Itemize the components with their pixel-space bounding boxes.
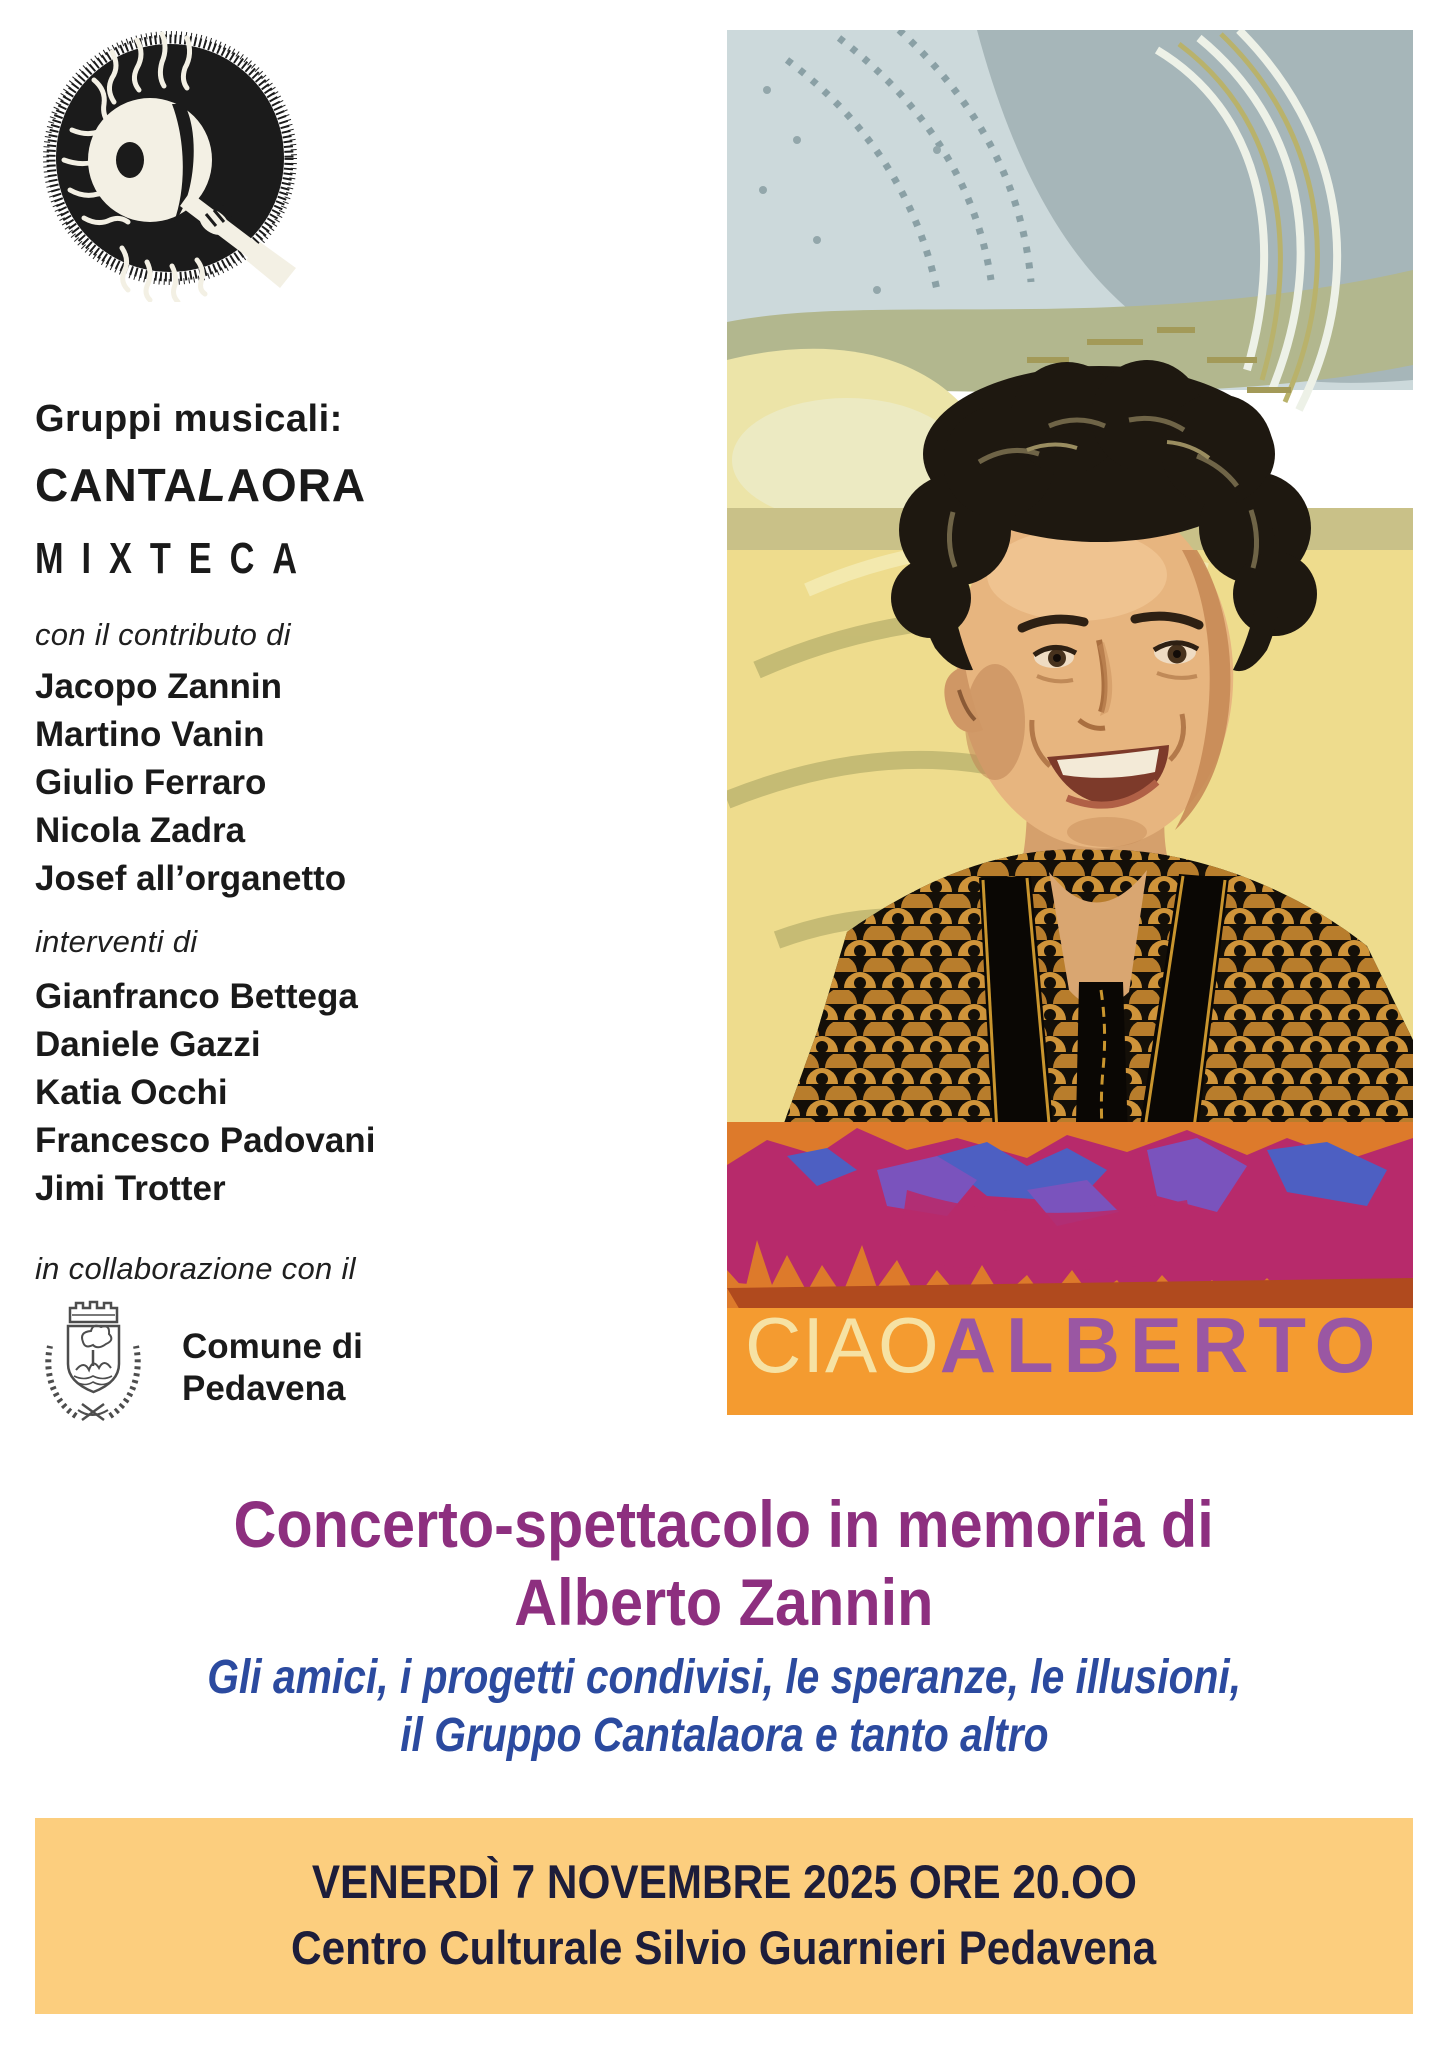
contributors-label: con il contributo di xyxy=(35,617,291,652)
caption-alberto: ALBERTO xyxy=(939,1301,1386,1389)
caption-ciao: CIAO xyxy=(745,1301,940,1389)
coat-shield xyxy=(68,1326,119,1392)
event-subtitle-text2: il Gruppo Cantalaora e tanto altro xyxy=(399,1709,1049,1762)
contributor-name: Nicola Zadra xyxy=(35,811,246,850)
municipality-line1: Comune di xyxy=(182,1327,363,1366)
municipality-line2: Pedavena xyxy=(182,1369,346,1408)
event-subtitle-text1: Gli amici, i progetti condivisi, le speranze, le illusioni, xyxy=(207,1651,1241,1704)
contributors-list xyxy=(35,663,346,903)
band-name-cantalaora xyxy=(35,458,366,512)
artwork-mountains xyxy=(727,1122,1413,1328)
band-name-mixteca: MIXTECA xyxy=(35,534,316,583)
event-banner xyxy=(35,1818,1413,2014)
speaker-name: Jimi Trotter xyxy=(35,1169,226,1208)
coat-crown xyxy=(70,1302,117,1322)
pedavena-coat-of-arms xyxy=(36,1294,150,1428)
event-title-line2 xyxy=(0,1564,1448,1640)
speakers-label: interventi di xyxy=(35,924,198,959)
event-datetime xyxy=(35,1854,1413,1909)
event-datetime-text: VENERDÌ 7 NOVEMBRE 2025 ORE 20.OO xyxy=(311,1855,1137,1908)
speaker-name: Katia Occhi xyxy=(35,1073,228,1112)
event-title-line1 xyxy=(0,1486,1448,1562)
speaker-name: Francesco Padovani xyxy=(35,1121,376,1160)
event-subtitle-line2 xyxy=(0,1708,1448,1763)
event-title-text1: Concerto-spettacolo in memoria di xyxy=(233,1487,1215,1561)
event-venue-text: Centro Culturale Silvio Guarnieri Pedavena xyxy=(291,1921,1157,1974)
band1-italic-l: L xyxy=(197,459,227,511)
speakers-list xyxy=(35,973,375,1213)
cantalaora-sun-horn-logo xyxy=(42,10,300,302)
contributor-name: Martino Vanin xyxy=(35,715,265,754)
band1-part1: CANTA xyxy=(35,459,198,511)
groups-heading: Gruppi musicali: xyxy=(35,398,343,440)
event-venue xyxy=(35,1920,1413,1975)
artwork-caption xyxy=(745,1301,1425,1407)
event-title-text2: Alberto Zannin xyxy=(514,1565,934,1639)
speaker-name: Daniele Gazzi xyxy=(35,1025,261,1064)
contributor-name: Josef all’organetto xyxy=(35,859,347,898)
band1-part2: AORA xyxy=(226,459,367,511)
collaboration-label: in collaborazione con il xyxy=(35,1251,356,1286)
memorial-portrait-artwork xyxy=(727,30,1413,1415)
municipality-name xyxy=(182,1326,363,1410)
event-subtitle-line1 xyxy=(0,1650,1448,1705)
contributor-name: Giulio Ferraro xyxy=(35,763,267,802)
contributor-name: Jacopo Zannin xyxy=(35,667,282,706)
speaker-name: Gianfranco Bettega xyxy=(35,977,358,1016)
